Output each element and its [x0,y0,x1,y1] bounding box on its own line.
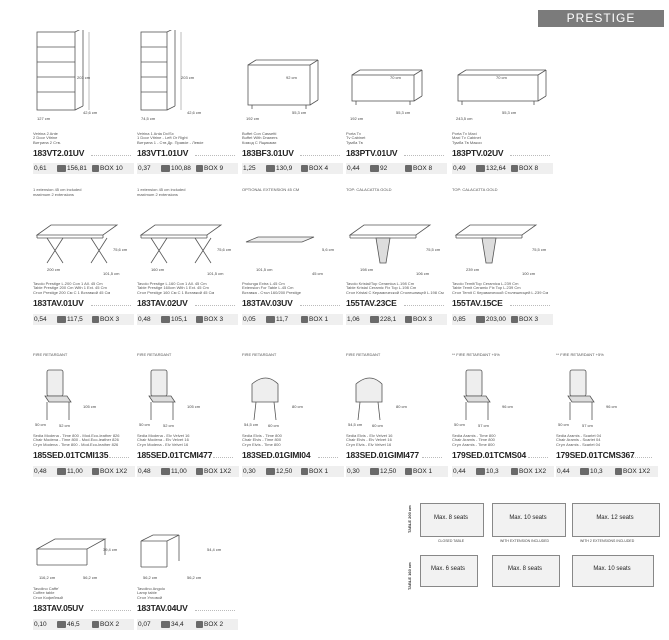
dimension-label: 198 cm [360,267,374,272]
dimension-label: 75,6 cm [113,247,128,252]
box-icon [92,468,99,475]
dimension-label: 200 cm [47,267,61,272]
product-card [137,187,238,326]
box-icon [511,165,518,172]
code-dots [528,457,548,458]
product-description: Tavolo Temit/Top Ceramica L.239 Cm Table Temit Ceramic Fix Top L.239 Cm Стол Temit С Керамической Столешницей L.239 См [452,281,549,295]
product-drawing [242,30,343,130]
code-dots [300,305,340,306]
volume-value: 0,61 [34,165,47,172]
dimension-label: 54,5 cm [244,422,259,427]
product-code: 183PTV.01UV [346,148,398,158]
product-note: 1 extension 45 cm included maximum 2 extensions [33,187,82,197]
weight-icon [580,468,589,475]
dimension-label: 54,5 cm [348,422,363,427]
product-card [33,187,134,326]
box-value: BOX 3 [519,316,539,323]
product-card [137,30,238,175]
box-icon [92,621,99,628]
product-code: 183SED.01GIMI477 [346,450,419,460]
dimension-label: 116,2 cm [39,575,56,580]
weight-icon [161,316,170,323]
spec-bar [346,466,448,477]
box-icon [92,316,99,323]
product-drawing [137,525,238,583]
code-dots [91,305,131,306]
dimension-label: 96 cm [606,404,617,409]
weight-value: 11,7 [276,316,289,323]
weight-value: 156,81 [67,165,87,172]
dimension-label: 70 cm [496,75,507,80]
box-icon [196,316,203,323]
volume-value: 0,48 [138,316,151,323]
weight-value: 228,1 [380,316,397,323]
dimension-label: 54,4 cm [207,547,222,552]
box-icon [615,468,622,475]
box-value: BOX 1X2 [519,468,547,475]
spec-bar [452,314,553,325]
product-code: 183PTV.02UV [452,148,504,158]
product-description: Buffet Con Cassetti Buffet With Drawers Комод С Ящиками [242,131,278,145]
product-card [242,187,343,326]
dimension-label: 75,5 cm [426,247,441,252]
dimension-label: 80 cm [396,404,407,409]
dimension-label: 52 cm [59,423,70,428]
box-value: BOX 1X2 [100,468,128,475]
product-description: Sedia Aramis - Time 800 Chair Aramis - Time 800 Стул Aramis - Time 800 [452,433,496,447]
product-note: TOP: CALACATTA GOLD [452,187,498,192]
product-drawing [33,197,134,277]
weight-value: 11,00 [67,468,83,475]
product-code: 185SED.01TCMI477 [137,450,213,460]
dimension-label: 75,6 cm [217,247,232,252]
product-card [452,30,553,175]
dimension-label: 74,5 cm [141,116,156,121]
code-dots [510,305,550,306]
product-card [137,525,238,631]
product-note: TOP: CALACATTA GOLD [346,187,392,192]
code-dots [318,457,338,458]
product-note: FIRE RETARDANT [242,352,277,357]
product-drawing [452,362,553,428]
weight-value: 117,5 [67,316,83,323]
dimension-label: 70 cm [390,75,401,80]
spec-bar [137,314,238,325]
dimension-label: 105 cm [187,404,201,409]
volume-value: 0,48 [138,468,151,475]
dimension-label: 57 cm [582,423,593,428]
weight-icon [161,621,170,628]
dimension-label: 160 cm [151,267,165,272]
dimension-label: 203 cm [181,75,195,80]
dimension-label: 5,6 cm [322,247,335,252]
weight-icon [266,165,275,172]
spec-bar [556,466,658,477]
box-value: BOX 1X2 [623,468,651,475]
dimension-label: 56,2 cm [143,575,158,580]
product-note: ** FIRE RETARDANT +5% [556,352,604,357]
box-icon [405,468,412,475]
brand-banner: PRESTIGE [538,10,664,27]
weight-value: 130,9 [276,165,293,172]
code-dots [300,155,340,156]
product-note: FIRE RETARDANT [346,352,381,357]
volume-value: 0,44 [347,165,360,172]
product-drawing [452,30,553,130]
weight-icon [161,165,170,172]
weight-icon [57,165,66,172]
product-description: Sedia Aramis - Scarlet 04 Chair Aramis - Scarlet 04 Стул Aramis - Scarlet 04 [556,433,602,447]
box-value: BOX 2 [204,621,224,628]
weight-icon [370,316,379,323]
volume-value: 0,54 [34,316,47,323]
spec-bar [452,466,554,477]
dimension-label: 50 cm [558,422,569,427]
product-drawing [33,362,134,428]
product-card [242,352,343,478]
product-description: Porta Tv Maxi Maxi Tv Cabinet Тумба Тв Макси [452,131,482,145]
product-code: 183VT2.01UV [33,148,85,158]
spec-bar [137,163,238,174]
product-code: 183TAV.04UV [137,603,188,613]
box-icon [511,468,518,475]
product-description: Tavolo Prestige L.200 Con 1 All. 45 Cm Table Prestige 200 Cm With 1 Ext. 45 Cm Стол Prestige 200 См С 1 Вставкой 45 См [33,281,111,295]
box-icon [405,316,412,323]
dimension-label: 101,5 cm [256,267,273,272]
product-card [452,352,553,478]
box-value: BOX 1 [413,468,433,475]
product-drawing [137,362,238,428]
box-value: BOX 3 [204,316,224,323]
weight-icon [370,165,379,172]
box-value: BOX 8 [413,165,433,172]
weight-value: 100,88 [171,165,191,172]
box-value: BOX 8 [519,165,539,172]
weight-icon [370,468,379,475]
sub-label: WITH 2 EXTENSIONS INCLUDED [580,539,635,543]
dimension-label: 96 cm [502,404,513,409]
product-description: Tavolino Caffe' Coffee table Стол Кофейный [33,586,63,600]
code-dots [195,305,235,306]
weight-icon [476,316,485,323]
weight-value: 203,00 [486,316,506,323]
product-description: Sedia Elvis - Elv Velvet 16 Chair Elvis - Elv Velvet 16 Стул Elvis - Elv Velvet 16 [346,433,393,447]
product-drawing [346,30,447,130]
dimension-label: 50 cm [139,422,150,427]
code-dots [91,155,131,156]
product-drawing [346,197,447,277]
product-code: 179SED.01TCMS367 [556,450,635,460]
spec-bar [346,163,447,174]
weight-icon [476,165,485,172]
dimension-label: 60 cm [372,423,383,428]
seats-label: Max. 12 seats [596,515,634,521]
product-code: 183TAV.02UV [137,298,188,308]
product-description: Sedia Modena - Time 800 - Mod.Eco-leather 826 Chair Modena - Time 800 - Mod.Eco-leather 826 Стул Modena - Time 800 - Mod.Eco-leather 826 [33,433,120,447]
volume-value: 0,30 [243,468,256,475]
weight-icon [57,316,66,323]
spec-bar [242,466,344,477]
product-note: ** FIRE RETARDANT +5% [452,352,500,357]
code-dots [404,155,444,156]
product-drawing [556,362,657,428]
dimension-label: 55,3 cm [292,110,307,115]
box-value: BOX 3 [413,316,433,323]
weight-value: 46,5 [67,621,80,628]
dimension-label: 42,6 cm [83,110,98,115]
volume-value: 0,05 [243,316,256,323]
dimension-label: 75,5 cm [532,247,547,252]
volume-value: 0,85 [453,316,466,323]
weight-icon [476,468,485,475]
dimension-label: 101,5 cm [103,271,120,276]
dimension-label: 92 cm [286,75,297,80]
volume-value: 0,48 [34,468,47,475]
product-card [346,30,447,175]
dimension-label: 192 cm [246,116,260,121]
weight-value: 132,64 [486,165,506,172]
volume-value: 0,49 [453,165,466,172]
box-value: BOX 1X2 [204,468,232,475]
product-drawing [242,197,343,277]
product-code: 183VT1.01UV [137,148,189,158]
product-description: Vetrina 1 Anta Dx/Sx 1 Door Vitrine - Left Or Right Витрина 1 - Ств Др. Правóе - Левóе [137,131,204,145]
code-dots [195,610,235,611]
product-note: 1 extension 45 cm included maximum 2 extensions [137,187,186,197]
product-card [346,187,447,326]
spec-bar [452,163,553,174]
product-card [33,30,134,175]
weight-value: 92 [380,165,388,172]
code-dots [91,610,131,611]
dimension-label: 42,6 cm [187,110,202,115]
product-code: 183TAV.05UV [33,603,84,613]
product-drawing [137,197,238,277]
product-card [242,30,343,175]
spec-bar [33,163,134,174]
product-drawing [242,362,343,428]
spec-bar [33,619,134,630]
product-drawing [137,30,238,130]
dimension-label: 39,4 cm [103,547,118,552]
product-card [137,352,238,478]
spec-bar [137,619,238,630]
code-dots [109,457,129,458]
seats-label: Max. 8 seats [507,566,542,572]
dimension-label: 57 cm [478,423,489,428]
sub-label: CLOSED TABLE [438,539,465,543]
volume-value: 0,07 [138,621,151,628]
seats-label: Max. 8 seats [433,515,468,521]
side-label-160: TABLE 160 cm [407,562,412,590]
dimension-label: 45 cm [312,271,323,276]
product-code: 179SED.01TCMS04 [452,450,527,460]
dimension-label: 55,3 cm [396,110,411,115]
dimension-label: 192 cm [350,116,364,121]
box-value: BOX 9 [204,165,224,172]
product-card [452,187,553,326]
weight-icon [57,468,66,475]
volume-value: 0,44 [557,468,570,475]
product-note: FIRE RETARDANT [33,352,68,357]
weight-icon [266,316,275,323]
dimension-label: 100 cm [522,271,536,276]
volume-value: 0,37 [138,165,151,172]
dimension-label: 55,3 cm [502,110,517,115]
dimension-label: 52 cm [163,423,174,428]
dimension-label: 243,5 cm [456,116,473,121]
box-icon [196,165,203,172]
product-description: Tavolo Kristal/Top Ceramica L.198 Cm Table Kristal Ceramic Fix Top L.198 Cm Стол Kristal С Керамической Столешницей L.198 См [346,281,444,295]
code-dots [195,155,235,156]
product-drawing [33,30,134,130]
dimension-label: 239 cm [466,267,480,272]
dimension-label: 105 cm [83,404,97,409]
product-description: Sedia Elvis - Time 800 Chair Elvis - Time 800 Стул Elvis - Time 800 [242,433,282,447]
box-icon [511,316,518,323]
box-icon [301,165,308,172]
dimension-label: 60 cm [268,423,279,428]
spec-bar [346,314,447,325]
product-drawing [33,525,134,583]
volume-value: 0,44 [453,468,466,475]
box-value: BOX 1 [309,468,329,475]
dimension-label: 106 cm [416,271,430,276]
box-value: BOX 10 [100,165,123,172]
product-code: 185SED.01TCMI135 [33,450,109,460]
volume-value: 1,06 [347,316,360,323]
volume-value: 0,30 [347,468,360,475]
code-dots [404,305,444,306]
seats-label: Max. 10 seats [509,515,547,521]
product-note: FIRE RETARDANT [137,352,172,357]
product-card [556,352,657,478]
seating-diagram [407,495,660,605]
dimension-label: 50 cm [454,422,465,427]
product-code: 155TAV.23CE [346,298,397,308]
weight-value: 34,4 [171,621,184,628]
seats-label: Max. 6 seats [430,566,465,572]
volume-value: 0,10 [34,621,47,628]
weight-value: 11,00 [171,468,187,475]
product-code: 183TAV.01UV [33,298,84,308]
code-dots [510,155,550,156]
product-code: 183BF3.01UV [242,148,294,158]
weight-icon [57,621,66,628]
box-value: BOX 3 [100,316,120,323]
box-icon [405,165,412,172]
product-description: Tavolo Prestige L.160 Con 1 All. 45 Cm Table Prestige 160cm With 1 Ext. 45 Cm Стол Prestige 160 См С 1 Вставкой 45 См [137,281,215,295]
product-card [33,525,134,631]
box-value: BOX 2 [100,621,120,628]
side-label-200: TABLE 200 cm [407,505,412,533]
seats-label: Max. 10 seats [593,566,631,572]
spec-bar [242,163,343,174]
weight-value: 10,3 [590,468,603,475]
dimension-label: 56,2 cm [187,575,202,580]
product-drawing [452,197,553,277]
dimension-label: 80 cm [292,404,303,409]
code-dots [632,457,652,458]
box-icon [196,468,203,475]
spec-bar [137,466,239,477]
dimension-label: 56,2 cm [83,575,98,580]
product-code: 155TAV.15CE [452,298,503,308]
weight-value: 10,3 [486,468,499,475]
weight-value: 12,50 [380,468,397,475]
product-description: Tavolino Angolo Lamp table Стол Угловой [137,586,166,600]
product-note: OPTIONAL EXTENSION 45 CM [242,187,300,192]
box-value: BOX 4 [309,165,329,172]
box-icon [301,468,308,475]
dimension-label: 203 cm [77,75,91,80]
spec-bar [33,314,134,325]
box-value: BOX 1 [309,316,329,323]
dimension-label: 127 cm [37,116,51,121]
weight-icon [161,468,170,475]
code-dots [213,457,233,458]
box-icon [196,621,203,628]
product-description: Porta Tv Tv Cabinet Тумба Тв [346,131,366,145]
product-description: Sedia Modena - Elv Velvet 16 Chair Modena - Elv Velvet 16 Стул Modena - Elv Velvet 16 [137,433,190,447]
weight-value: 12,50 [276,468,293,475]
dimension-label: 50 cm [35,422,46,427]
product-description: Vetrina 2 Ante 2 Door Vitrine Витрина 2 Ств. [33,131,62,145]
spec-bar [242,314,343,325]
sub-label: WITH EXTENSION INCLUDED [500,539,550,543]
product-drawing [346,362,447,428]
weight-icon [266,468,275,475]
spec-bar [33,466,135,477]
box-icon [301,316,308,323]
product-description: Prolunga Extra L.45 Cm Extension For Table L.45 Cm Вставка - Стол 160/200 Prestige [242,281,301,295]
product-code: 183TAV.03UV [242,298,293,308]
product-card [33,352,134,478]
weight-value: 105,1 [171,316,188,323]
box-icon [92,165,99,172]
product-card [346,352,447,478]
code-dots [422,457,442,458]
product-code: 183SED.01GIMI04 [242,450,311,460]
dimension-label: 101,5 cm [207,271,224,276]
volume-value: 1,25 [243,165,256,172]
